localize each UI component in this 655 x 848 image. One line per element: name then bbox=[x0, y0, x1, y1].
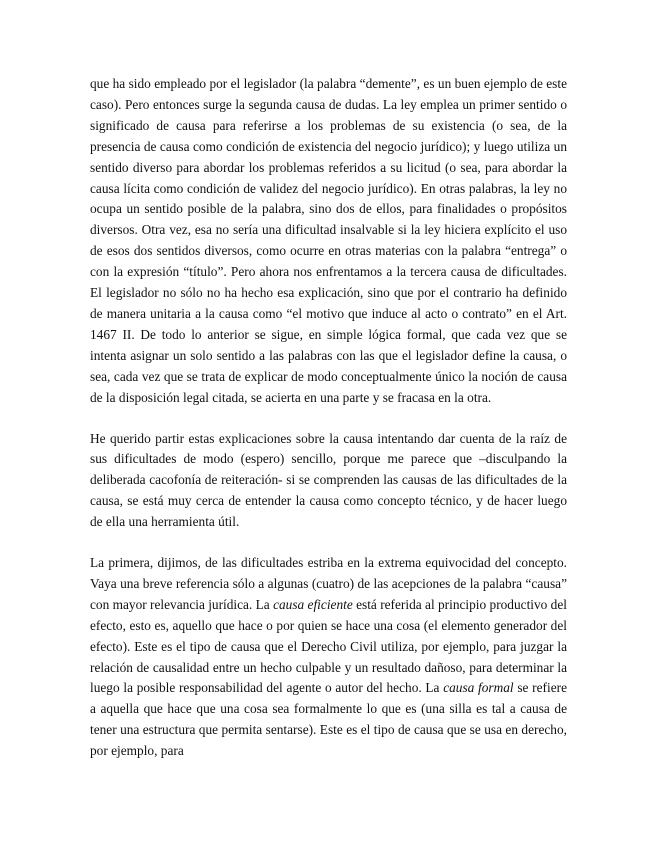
paragraph-3-text-b: está referida al principio productivo del efecto, esto es, aquello que hace o por quien se hace una cosa (el elemento generador del efecto). Este es el tipo de causa que el Derecho Civil utiliza, por ejemplo, para juzgar la relación de causalidad entre un hecho culpable y un resultado dañoso, para determinar la luego la posible responsabilidad del agente o autor del hecho. La bbox=[90, 596, 567, 696]
paragraph-2-text: He querido partir estas explicaciones sobre la causa intentando dar cuenta de la raíz de sus dificultades de modo (espero) sencillo, porque me parece que –disculpando la deliberada cacofonía de reiteración- si se comprenden las causas de las dificultades de la causa, se está muy cerca de entender la causa como concepto técnico, y de hacer luego de ella una herramienta útil. bbox=[90, 430, 567, 530]
paragraph-3 bbox=[90, 553, 567, 762]
term-causa-eficiente: causa eficiente bbox=[273, 596, 353, 612]
paragraph-3-text-a: La primera, dijimos, de las dificultades estriba en la extrema equivocidad del concepto. Vaya una breve referencia sólo a algunas (cuatro) de las acepciones de la palabra “causa” con mayor relevancia jurídica. La bbox=[90, 555, 567, 612]
document-page bbox=[90, 74, 567, 762]
paragraph-1-text: que ha sido empleado por el legislador (la palabra “demente”, es un buen ejemplo de este caso). Pero entonces surge la segunda causa de dudas. La ley emplea un primer sentido o significado de causa para referirse a los problemas de su existencia (o sea, de la presencia de causa como condición de existencia del negocio jurídico); y luego utiliza un sentido diverso para abordar los problemas referidos a su licitud (o sea, para abordar la causa lícita como condición de validez del negocio jurídico). En otras palabras, la ley no ocupa un sentido posible de la palabra, sino dos de ellos, para finalidades o propósitos diversos. Otra vez, esa no sería una dificultad insalvable si la ley hiciera explícito el uso de esos dos sentidos diversos, como ocurre en otras materias con la palabra “entrega” o con la expresión “título”. Pero ahora nos enfrentamos a la tercera causa de dificultades. El legislador no sólo no ha hecho esa explicación, sino que por el contrario ha definido de manera unitaria a la causa como “el motivo que induce al acto o contrato” en el Art. 1467 II. De todo lo anterior se sigue, en simple lógica formal, que cada vez que se intenta asignar un solo sentido a las palabras con las que el legislador define la causa, o sea, cada vez que se trata de explicar de modo conceptualmente único la noción de causa de la disposición legal citada, se acierta en una parte y se fracasa en la otra. bbox=[90, 76, 567, 405]
paragraph-2 bbox=[90, 429, 567, 534]
term-causa-formal: causa formal bbox=[443, 680, 514, 696]
paragraph-3-text-c: se refiere a aquella que hace que una cosa sea formalmente lo que es (una silla es tal a causa de tener una estructura que permita sentarse). Este es el tipo de causa que se usa en derecho, por ejemplo, para bbox=[90, 680, 567, 759]
paragraph-1 bbox=[90, 74, 567, 409]
